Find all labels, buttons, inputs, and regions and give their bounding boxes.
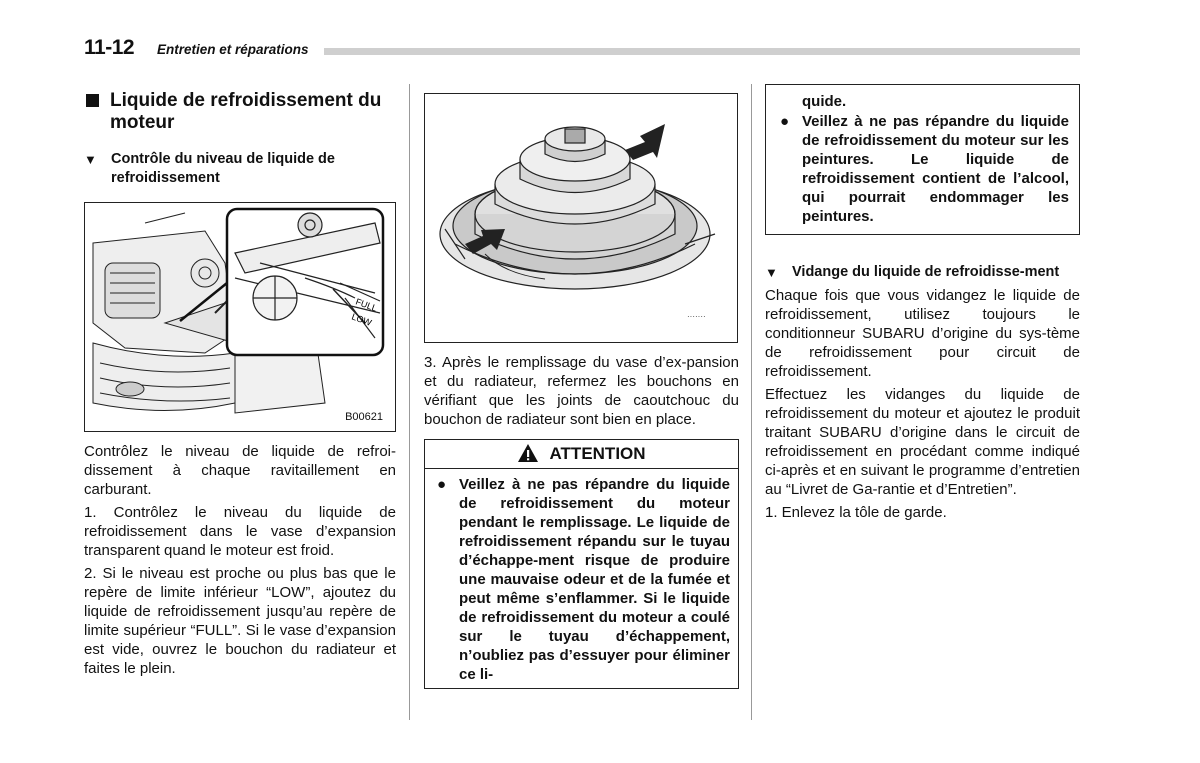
section-heading: Liquide de refroidissement du moteur (84, 90, 396, 134)
paragraph: 1. Enlevez la tôle de garde. (765, 504, 947, 521)
attention-box (424, 469, 739, 689)
header-rule (324, 48, 1080, 55)
bullet-dot: ● (780, 113, 790, 130)
attention-label: ATTENTION (549, 444, 646, 463)
warning-icon (517, 443, 539, 463)
paragraph: Effectuez les vidanges du liquide de refroidissement du moteur et ajoutez le produit traitant SUBARU d’origine dans le circuit de refroidissement en procédant comme indiqué ci-après et en suivant le programme d’entretien au “Livret de Ga-rantie et d’Entretien”. (765, 386, 1080, 498)
triangle-bullet-icon: ▼ (84, 152, 97, 167)
column-middle (424, 90, 739, 689)
column-divider (409, 84, 410, 720)
column-left (84, 88, 396, 678)
bullet-dot: ● (437, 476, 447, 493)
attention-header (424, 439, 739, 469)
paragraph: Chaque fois que vous vidangez le liquide de refroidissement, utilisez toujours le conditionneur SUBARU d’origine du sys-tème de refroidissement pour circuit de refroidissement. (765, 287, 1080, 380)
radiator-cap-illustration (425, 94, 737, 342)
paragraph: Contrôlez le niveau de liquide de refroi-dissement à chaque ravitaillement en carburant. (84, 443, 396, 498)
attention-continued-text: quide. (802, 93, 847, 110)
svg-text:·······: ······· (687, 312, 706, 321)
subsection-heading: ▼ Contrôle du niveau de liquide de refroidissement (84, 151, 335, 186)
attention-bullet: ● Veillez à ne pas répandre du liquide de refroidissement du moteur sur les peintures. Le liquide de refroidissement contient de l’alcool, qui pourrait endommager les peintures. (780, 113, 1069, 225)
subsection-heading: ▼ Vidange du liquide de refroidisse-ment (765, 264, 1060, 280)
column-divider (751, 84, 752, 720)
full-label: FULL (354, 296, 379, 314)
page-number: 11-12 (84, 36, 135, 59)
section-title: Entretien et réparations (157, 42, 309, 57)
paragraph: 1. Contrôlez le niveau du liquide de refroidissement dans le vase d’expansion transparent quand le moteur est froid. (84, 504, 396, 559)
figure-code: B00621 (345, 411, 383, 423)
low-label: LOW (350, 311, 374, 328)
radiator-cap-figure (424, 93, 738, 343)
paragraph: 2. Si le niveau est proche ou plus bas que le repère de limite inférieur “LOW”, ajoutez du liquide de refroidissement jusqu’au repère de limite supérieur “FULL”. Si le vase d’expansion est vide, ouvrez le bouchon du radiateur et faites le plein. (84, 565, 396, 677)
engine-bay-illustration (85, 203, 395, 431)
square-bullet-icon (86, 94, 99, 107)
column-right (765, 84, 1080, 522)
paragraph: 3. Après le remplissage du vase d’ex-pansion et du radiateur, refermez les bouchons en vérifiant que les joints de caoutchouc du bouchon de radiateur sont bien en place. (424, 354, 739, 428)
triangle-bullet-icon: ▼ (765, 265, 778, 280)
attention-box-continued (765, 84, 1080, 235)
engine-bay-figure (84, 202, 396, 432)
page-header (84, 36, 1080, 58)
attention-bullet: ● Veillez à ne pas répandre du liquide de refroidissement du moteur pendant le remplissage. Le liquide de refroidissement répandu sur le tuyau d’échappe-ment risque de produire une mauvaise odeur et de la fumée et peut même s’enflammer. Si le liquide de refroidissement du moteur a coulé sur le tuyau d’échappement, n’oubliez pas d’essuyer pour éliminer ce li- (437, 476, 730, 683)
